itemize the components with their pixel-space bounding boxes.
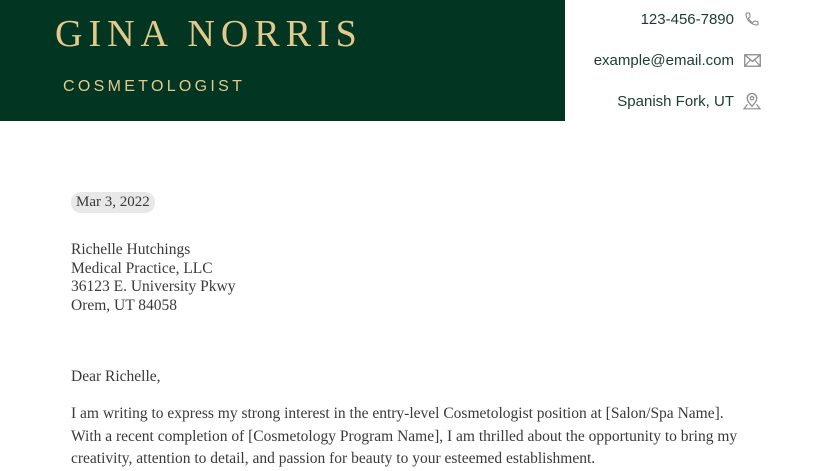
- recipient-name: Richelle Hutchings: [71, 241, 191, 258]
- contact-email: [594, 49, 762, 71]
- header-banner: [0, 0, 565, 121]
- map-pin-icon: [742, 91, 762, 111]
- location-text: Spanish Fork, UT: [617, 92, 734, 110]
- contact-location: [617, 90, 762, 112]
- salutation: Dear Richelle,: [71, 368, 161, 385]
- envelope-icon: [742, 50, 762, 70]
- phone-icon: [742, 9, 762, 29]
- job-title: COSMETOLOGIST: [63, 78, 246, 95]
- recipient-street: 36123 E. University Pkwy: [71, 278, 236, 295]
- recipient-city: Orem, UT 84058: [71, 296, 178, 314]
- body-paragraph: I am writing to express my strong interest in the entry-level Cosmetologist position at [Salon/Spa Name]. With a recent completion of [Cosmetology Program Name], I am thrilled about the opportunity to bring my creativity, attention to detail, and passion for beauty to your esteemed establishment.: [71, 405, 738, 467]
- phone-text: 123-456-7890: [640, 10, 734, 28]
- email-text: example@email.com: [593, 51, 734, 69]
- letter-date: Mar 3, 2022: [71, 192, 155, 213]
- recipient-address: [71, 241, 235, 315]
- recipient-company: Medical Practice, LLC: [71, 259, 213, 277]
- contact-phone: [641, 8, 762, 30]
- applicant-name: GINA NORRIS: [55, 13, 363, 55]
